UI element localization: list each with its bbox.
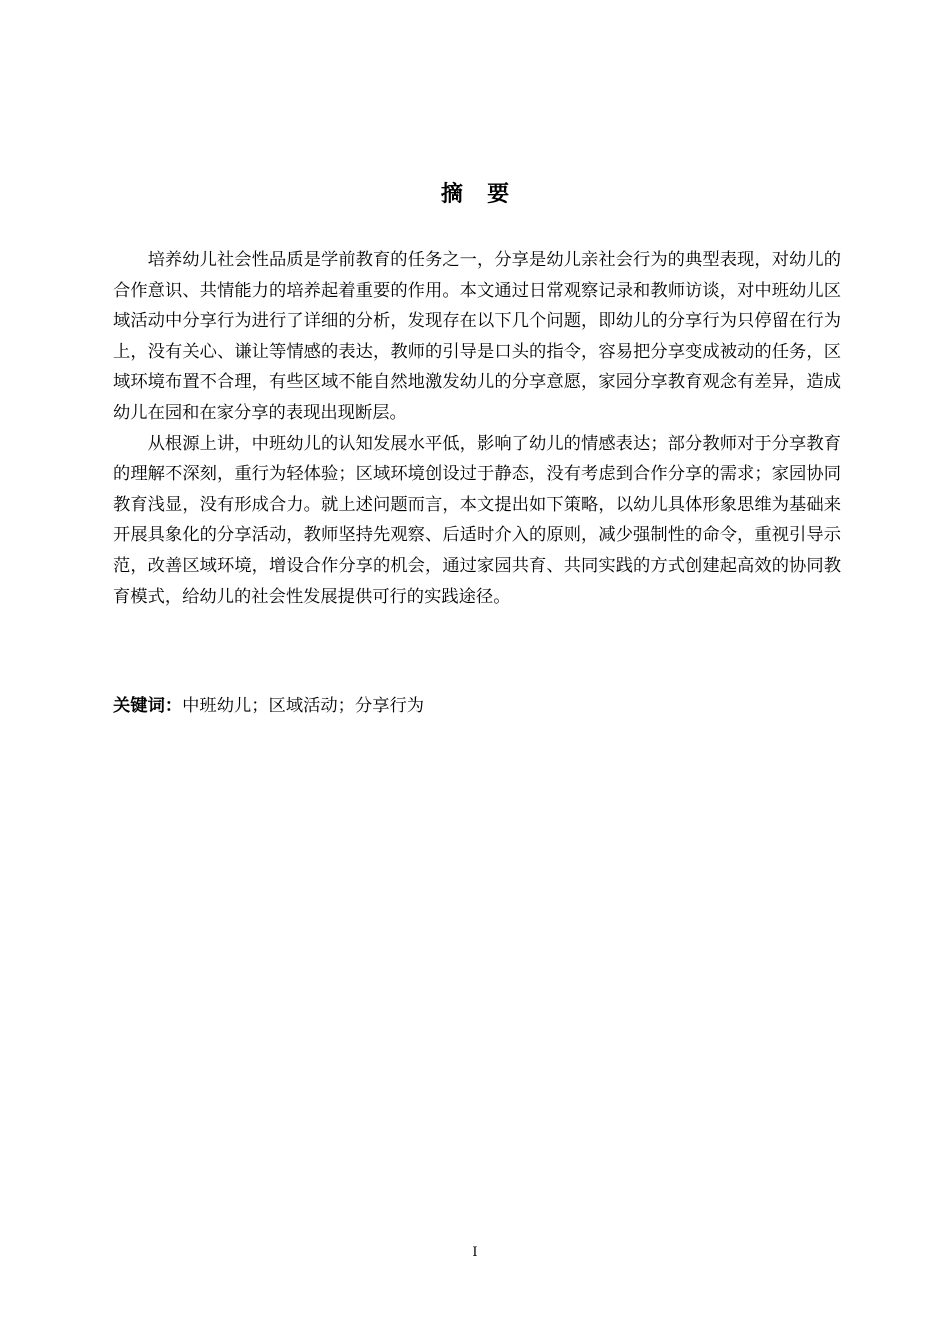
keywords-label: 关键词： <box>113 696 183 716</box>
abstract-body <box>113 245 841 612</box>
abstract-title: 摘要 <box>440 182 534 207</box>
keywords-line <box>113 692 841 720</box>
abstract-paragraph-2: 从根源上讲，中班幼儿的认知发展水平低，影响了幼儿的情感表达；部分教师对于分享教育的理解不深刻，重行为轻体验；区域环境创设过于静态，没有考虑到合作分享的需求；家园协同教育浅显，没有形成合力。就上述问题而言，本文提出如下策略，以幼儿具体形象思维为基础来开展具象化的分享活动，教师坚持先观察、后适时介入的原则，减少强制性的命令，重视引导示范，改善区域环境，增设合作分享的机会，通过家园共育、共同实践的方式创建起高效的协同教育模式，给幼儿的社会性发展提供可行的实践途径。 <box>113 433 841 607</box>
page-number: I <box>472 1245 478 1260</box>
keywords-value: 中班幼儿；区域活动；分享行为 <box>182 696 425 716</box>
abstract-paragraph-1: 培养幼儿社会性品质是学前教育的任务之一，分享是幼儿亲社会行为的典型表现，对幼儿的合作意识、共情能力的培养起着重要的作用。本文通过日常观察记录和教师访谈，对中班幼儿区域活动中分享行为进行了详细的分析，发现存在以下几个问题，即幼儿的分享行为只停留在行为上，没有关心、谦让等情感的表达，教师的引导是口头的指令，容易把分享变成被动的任务，区域环境布置不合理，有些区域不能自然地激发幼儿的分享意愿，家园分享教育观念有差异，造成幼儿在园和在家分享的表现出现断层。 <box>113 250 841 423</box>
